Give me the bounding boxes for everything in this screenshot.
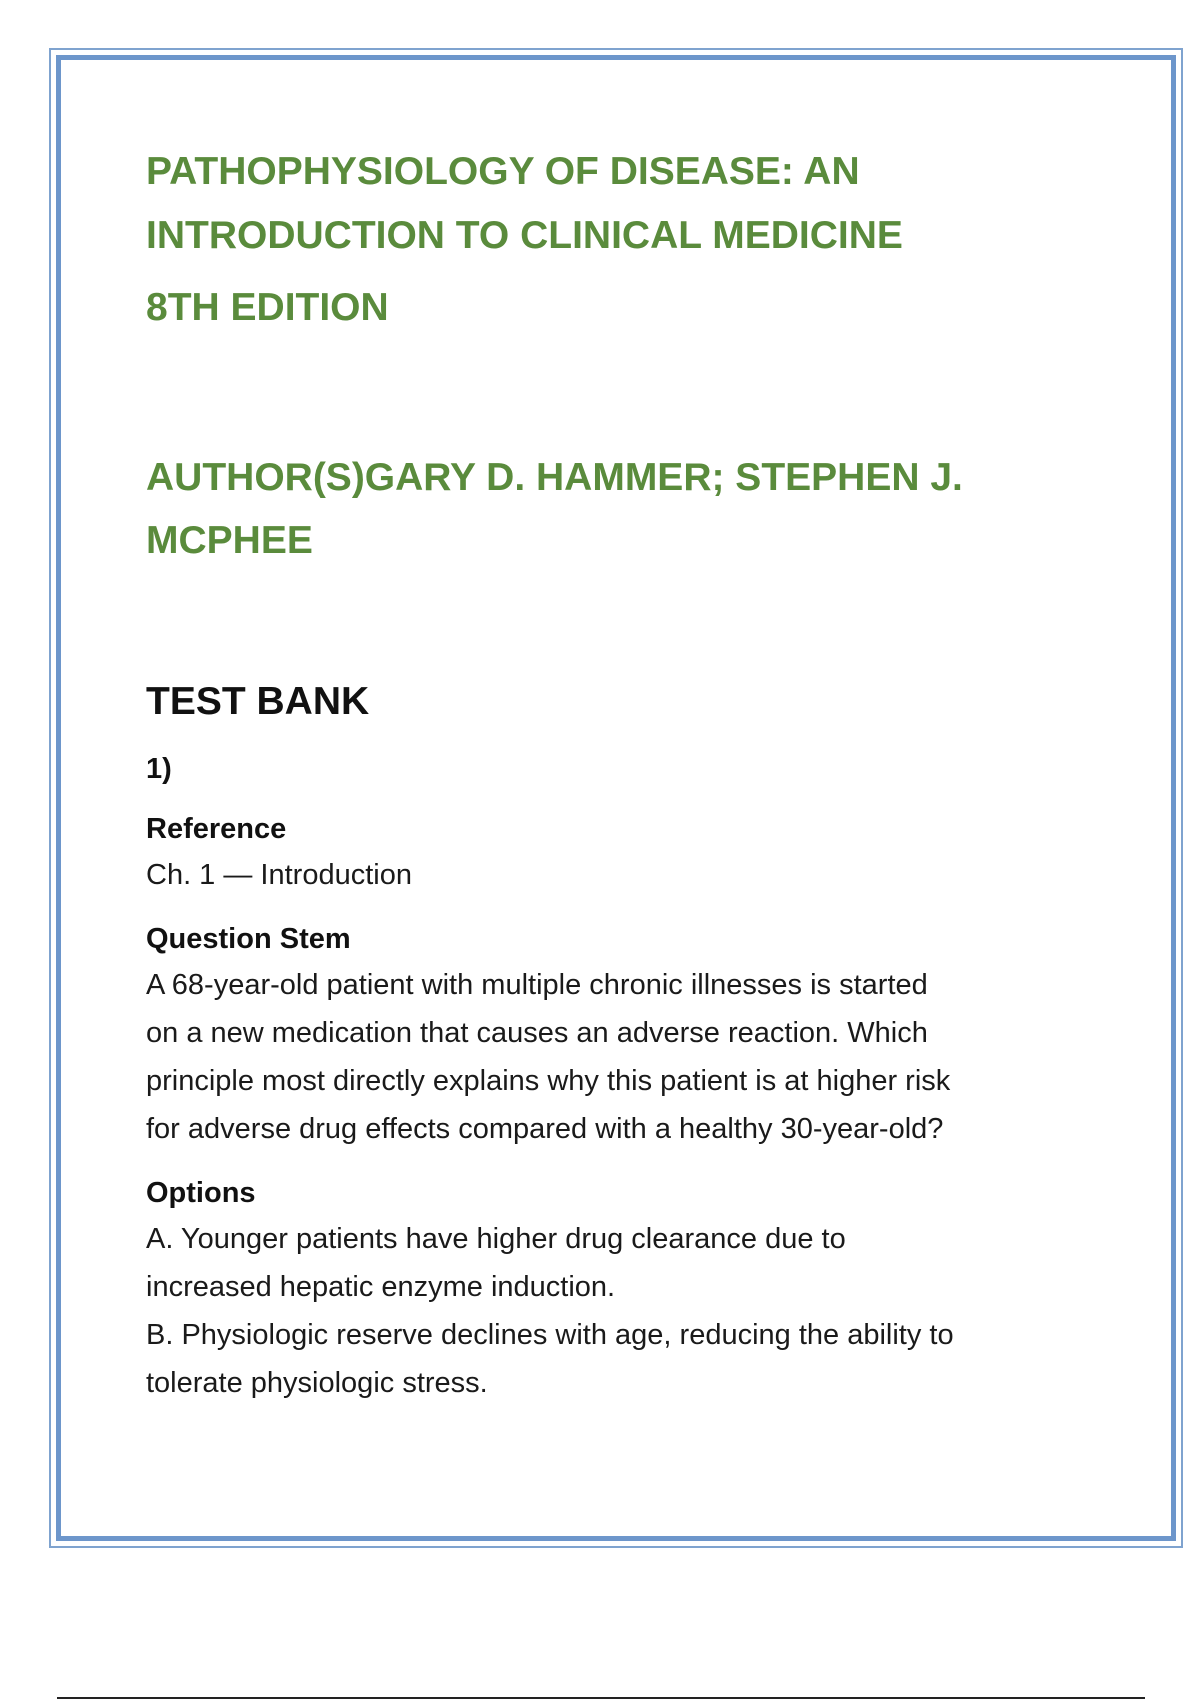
option-line: A. Younger patients have higher drug clearance due to (146, 1223, 846, 1255)
section-title: TEST BANK (146, 680, 370, 723)
question-stem (146, 961, 1106, 1153)
option-line: increased hepatic enzyme induction. (146, 1271, 616, 1303)
options-list (146, 1215, 1106, 1407)
authors-block (146, 446, 1106, 572)
document-content (146, 140, 1106, 1407)
document-title (146, 140, 1106, 268)
authors-line-2: MCPHEE (146, 519, 313, 562)
stem-line: for adverse drug effects compared with a healthy 30-year-old? (146, 1113, 944, 1145)
option-line: B. Physiologic reserve declines with age, reducing the ability to (146, 1319, 954, 1351)
edition-label: 8TH EDITION (146, 286, 389, 329)
reference-label: Reference (146, 813, 287, 845)
bottom-rule (57, 1697, 1145, 1699)
options-label: Options (146, 1177, 256, 1209)
authors-line-1: AUTHOR(S)GARY D. HAMMER; STEPHEN J. (146, 456, 963, 499)
stem-label: Question Stem (146, 923, 351, 955)
title-line-1: PATHOPHYSIOLOGY OF DISEASE: AN (146, 150, 860, 193)
question-number: 1) (146, 753, 172, 785)
title-line-2: INTRODUCTION TO CLINICAL MEDICINE (146, 214, 903, 257)
stem-line: principle most directly explains why this patient is at higher risk (146, 1065, 951, 1097)
option-line: tolerate physiologic stress. (146, 1367, 488, 1399)
reference-text: Ch. 1 — Introduction (146, 859, 412, 891)
stem-line: A 68-year-old patient with multiple chronic illnesses is started (146, 969, 928, 1001)
stem-line: on a new medication that causes an adverse reaction. Which (146, 1017, 928, 1049)
